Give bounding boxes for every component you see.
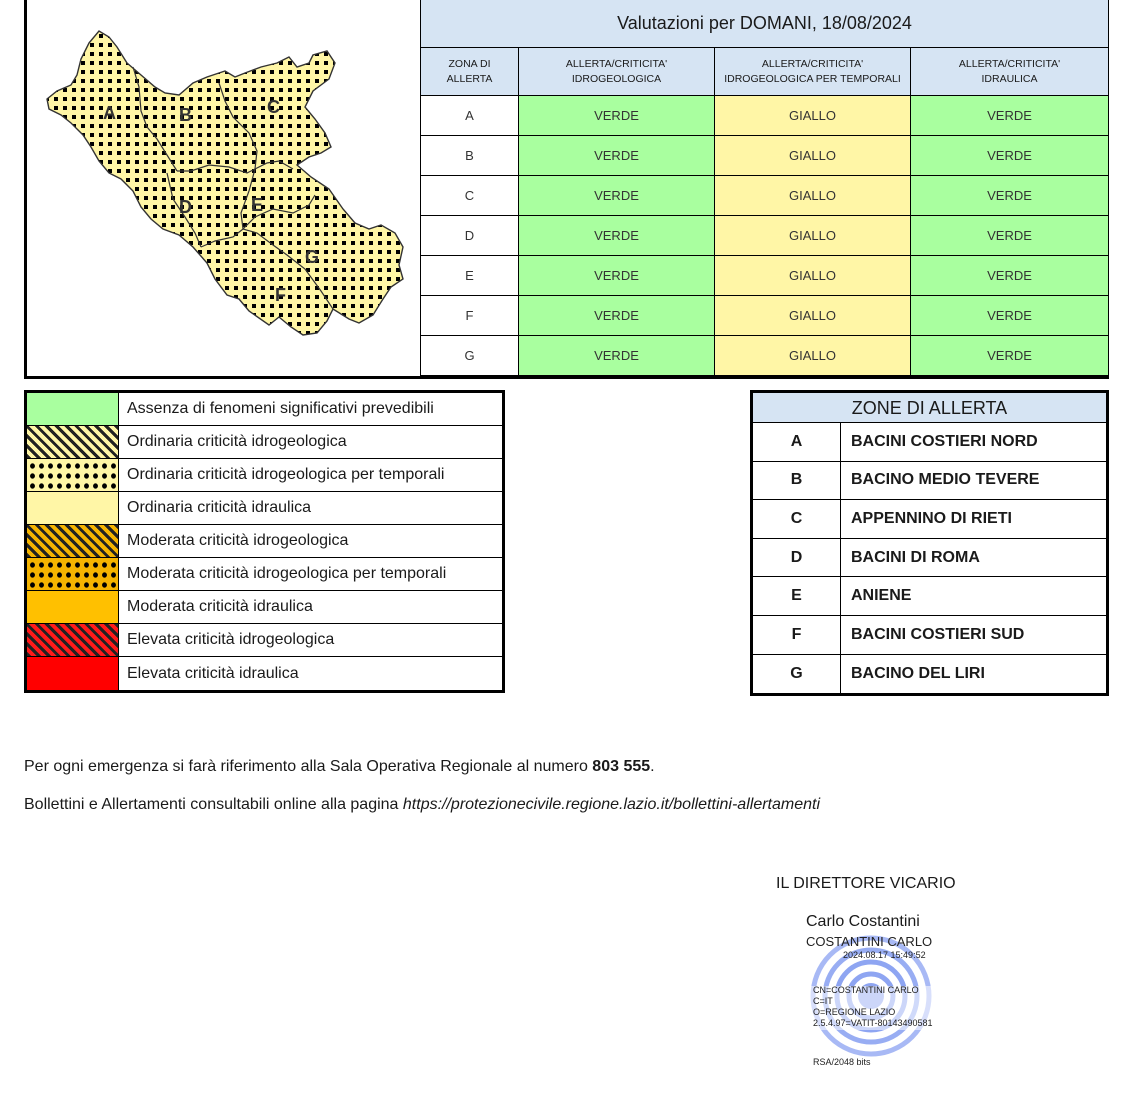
swatch-red-plain <box>27 657 119 690</box>
map-label-f: F <box>275 285 286 305</box>
bulletins-link[interactable]: https://protezionecivile.regione.lazio.it/bollettini-allertamenti <box>402 796 821 813</box>
idrogeo-cell: VERDE <box>519 136 715 176</box>
sig-c: C=IT <box>813 996 833 1006</box>
swatch-green <box>27 393 119 425</box>
zone-name: BACINO MEDIO TEVERE <box>851 471 1040 489</box>
signer-name: Carlo Costantini <box>806 913 920 930</box>
legend-label: Elevata criticità idrogeologica <box>127 631 335 648</box>
swatch-yellow-plain <box>27 492 119 524</box>
temporali-cell: GIALLO <box>715 256 911 296</box>
zone-name: BACINI COSTIERI NORD <box>851 432 1038 450</box>
idrogeo-cell: VERDE <box>519 96 715 136</box>
zone-row <box>753 577 1106 616</box>
legend-label: Ordinaria criticità idrogeologica <box>127 433 347 450</box>
zone-row <box>753 655 1106 694</box>
legend-label: Ordinaria criticità idrogeologica per temporali <box>127 466 445 483</box>
legend-label: Ordinaria criticità idraulica <box>127 499 312 516</box>
temporali-cell: GIALLO <box>715 296 911 336</box>
table-row <box>421 96 1109 136</box>
temporali-cell: GIALLO <box>715 176 911 216</box>
table-row <box>421 136 1109 176</box>
zones-title: ZONE DI ALLERTA <box>753 393 1106 423</box>
legend-item <box>27 624 502 657</box>
table-row <box>421 216 1109 256</box>
legend-item <box>27 525 502 558</box>
header-idraulica: ALLERTA/CRITICITA' IDRAULICA <box>911 48 1109 96</box>
table-row <box>421 336 1109 376</box>
zone-letter: D <box>753 539 841 577</box>
sig-o: O=REGIONE LAZIO <box>813 1007 896 1017</box>
zone-name: BACINI COSTIERI SUD <box>851 625 1025 643</box>
temporali-cell: GIALLO <box>715 136 911 176</box>
bulletins-note: Bollettini e Allertamenti consultabili online alla pagina https://protezionecivile.regione.lazio.it/bollettini-allertamenti <box>24 796 821 813</box>
sig-cert-name: COSTANTINI CARLO <box>806 934 933 949</box>
idraulica-cell: VERDE <box>911 256 1109 296</box>
zone-name: BACINI DI ROMA <box>851 548 980 566</box>
sig-algo: RSA/2048 bits <box>813 1057 871 1067</box>
idrogeo-cell: VERDE <box>519 336 715 376</box>
legend-label: Assenza di fenomeni significativi prevedibili <box>127 400 434 417</box>
zone-letter: A <box>753 423 841 461</box>
zone-letter: E <box>753 577 841 615</box>
criticality-legend <box>24 390 505 693</box>
legend-item <box>27 492 502 525</box>
zone-row <box>753 462 1106 501</box>
swatch-orange-plain <box>27 591 119 623</box>
zone-cell: B <box>421 136 519 176</box>
header-idrogeo: ALLERTA/CRITICITA' IDROGEOLOGICA <box>519 48 715 96</box>
legend-item <box>27 558 502 591</box>
sig-timestamp: 2024.08.17 15:49:52 <box>843 950 926 960</box>
idraulica-cell: VERDE <box>911 176 1109 216</box>
legend-label: Moderata criticità idraulica <box>127 598 313 615</box>
digital-signature <box>805 930 965 1070</box>
idrogeo-cell: VERDE <box>519 216 715 256</box>
idrogeo-cell: VERDE <box>519 296 715 336</box>
zone-cell: C <box>421 176 519 216</box>
zone-row <box>753 500 1106 539</box>
zone-name: APPENNINO DI RIETI <box>851 509 1012 527</box>
idraulica-cell: VERDE <box>911 96 1109 136</box>
map-svg <box>43 23 423 343</box>
zone-name: BACINO DEL LIRI <box>851 664 985 682</box>
temporali-cell: GIALLO <box>715 336 911 376</box>
header-zone: ZONA DI ALLERTA <box>421 48 519 96</box>
sig-cn: CN=COSTANTINI CARLO <box>813 985 919 995</box>
zone-letter: F <box>753 616 841 654</box>
idraulica-cell: VERDE <box>911 336 1109 376</box>
zone-row <box>753 539 1106 578</box>
table-row <box>421 296 1109 336</box>
forecast-panel <box>24 0 1109 379</box>
table-row <box>421 256 1109 296</box>
legend-item <box>27 393 502 426</box>
evaluation-table <box>420 0 1109 376</box>
zone-letter: G <box>753 655 841 694</box>
zone-cell: D <box>421 216 519 256</box>
zone-row <box>753 616 1106 655</box>
emergency-note: Per ogni emergenza si farà riferimento alla Sala Operativa Regionale al numero 803 555. <box>24 758 655 775</box>
zone-row <box>753 423 1106 462</box>
evaluation-title: Valutazioni per DOMANI, 18/08/2024 <box>421 0 1109 48</box>
alert-zones-table <box>750 390 1109 696</box>
legend-label: Moderata criticità idrogeologica per temporali <box>127 565 447 582</box>
idraulica-cell: VERDE <box>911 216 1109 256</box>
swatch-orange-dots <box>27 558 119 590</box>
legend-item <box>27 657 502 690</box>
map-label-a: A <box>103 103 116 123</box>
legend-item <box>27 426 502 459</box>
header-temporali: ALLERTA/CRITICITA' IDROGEOLOGICA PER TEMPORALI <box>715 48 911 96</box>
map-label-c: C <box>267 97 280 117</box>
swatch-orange-hatch <box>27 525 119 557</box>
map-label-g: G <box>305 247 320 267</box>
legend-label: Moderata criticità idrogeologica <box>127 532 349 549</box>
emergency-number: 803 555 <box>592 758 651 775</box>
temporali-cell: GIALLO <box>715 216 911 256</box>
zone-cell: F <box>421 296 519 336</box>
sig-vat: 2.5.4.97=VATIT-80143490581 <box>813 1018 933 1028</box>
table-row <box>421 176 1109 216</box>
zone-letter: C <box>753 500 841 538</box>
swatch-yellow-dots <box>27 459 119 491</box>
director-role: IL DIRETTORE VICARIO <box>776 875 956 892</box>
map-label-b: B <box>179 105 192 125</box>
map-region-outline <box>47 31 403 335</box>
zone-cell: G <box>421 336 519 376</box>
legend-item <box>27 591 502 624</box>
zone-cell: A <box>421 96 519 136</box>
swatch-yellow-hatch <box>27 426 119 458</box>
lazio-alert-zones-map <box>43 23 423 343</box>
temporali-cell: GIALLO <box>715 96 911 136</box>
swatch-red-hatch <box>27 624 119 656</box>
idrogeo-cell: VERDE <box>519 256 715 296</box>
zone-cell: E <box>421 256 519 296</box>
idraulica-cell: VERDE <box>911 136 1109 176</box>
zone-name: ANIENE <box>851 587 912 605</box>
idraulica-cell: VERDE <box>911 296 1109 336</box>
legend-label: Elevata criticità idraulica <box>127 664 299 682</box>
legend-item <box>27 459 502 492</box>
idrogeo-cell: VERDE <box>519 176 715 216</box>
map-label-d: D <box>179 197 192 217</box>
map-label-e: E <box>251 195 264 215</box>
zone-letter: B <box>753 462 841 500</box>
